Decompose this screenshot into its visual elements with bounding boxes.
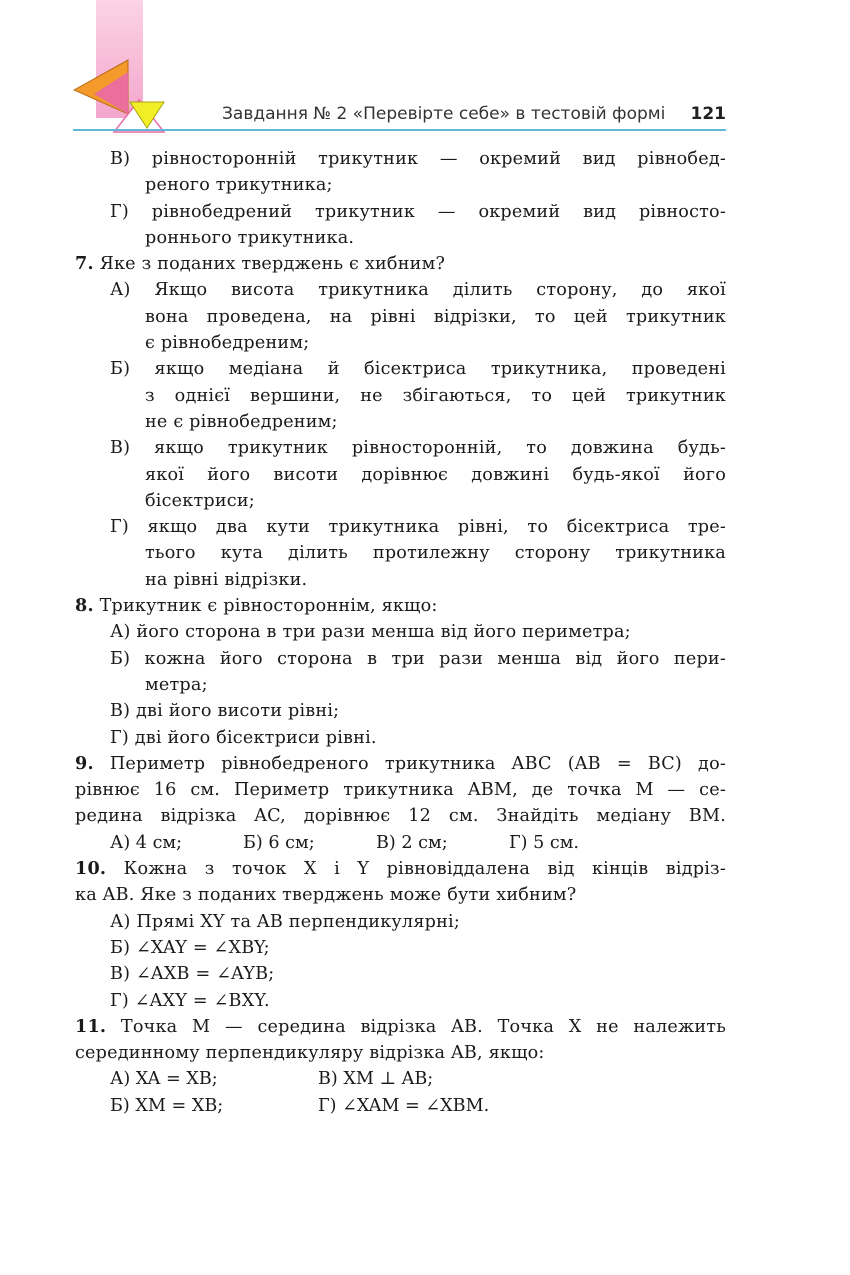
- q7-option-b-line3: не є рівнобедреним;: [145, 411, 338, 432]
- q7-option-a-line3: є рівнобедреним;: [145, 333, 310, 354]
- q7-option-v-line3: бісектриси;: [145, 490, 255, 511]
- q7-option-g-line1: Г) якщо два кути трикутника рівні, то бісектриса тре-: [110, 517, 726, 538]
- q9-option-a: А) 4 см;: [110, 832, 183, 853]
- running-header-title: Завдання № 2 «Перевірте себе» в тестовій формі: [222, 104, 666, 124]
- q11-option-v: В) XM ⊥ AB;: [318, 1069, 434, 1090]
- q11-question-line2: серединному перпендикуляру відрізка AB, якщо:: [75, 1043, 545, 1064]
- q7-option-b-line2: з однієї вершини, не збігаються, то цей трикутник: [145, 385, 726, 406]
- q6-option-g-line1: Г) рівнобедрений трикутник — окремий вид рівносто-: [110, 201, 726, 222]
- q6-option-g-line2: роннього трикутника.: [145, 227, 355, 248]
- q7-number: 7.: [75, 253, 94, 275]
- q7-option-v-line2: якої його висоти дорівнює довжині будь-якої його: [145, 464, 726, 485]
- q7-option-g-line3: на рівні відрізки.: [145, 569, 308, 590]
- q6-option-v-line1: В) рівносторонній трикутник — окремий вид рівнобед-: [110, 149, 726, 169]
- q9-option-b: Б) 6 см;: [243, 832, 315, 853]
- q8-text: Трикутник є рівностороннім, якщо:: [99, 596, 438, 617]
- page-body: [75, 146, 726, 1119]
- q11-option-g: Г) ∠XAM = ∠XBM.: [318, 1095, 490, 1116]
- q11-option-b: Б) XM = XB;: [110, 1095, 224, 1116]
- q9-option-g: Г) 5 см.: [509, 832, 580, 853]
- triangles-logo-icon: [72, 56, 168, 134]
- q9-options-row: [75, 830, 726, 856]
- q8-option-b-line1: Б) кожна його сторона в три рази менша від його пери-: [110, 648, 726, 669]
- page-number: 121: [690, 104, 726, 124]
- q11-options-row2: [75, 1093, 726, 1119]
- header-divider: [73, 129, 726, 131]
- q10-option-a: А) Прямі XY та AB перпендикулярні;: [110, 911, 460, 932]
- q10-text-line1: Кожна з точок X і Y рівновіддалена від кінців відріз-: [123, 859, 726, 880]
- q8-option-g: Г) дві його бісектриси рівні.: [110, 727, 377, 748]
- q10-number: 10.: [75, 858, 107, 880]
- q9-question-line2: рівнює 16 см. Периметр трикутника ABM, де точка M — се-: [75, 780, 726, 801]
- q10-option-g: Г) ∠AXY = ∠BXY.: [110, 990, 270, 1011]
- q7-text: Яке з поданих тверджень є хибним?: [99, 254, 446, 275]
- q8-option-v: В) дві його висоти рівні;: [110, 701, 340, 722]
- q9-question-line3: редина відрізка AC, дорівнює 12 см. Знайдіть медіану BM.: [75, 806, 726, 827]
- q7-option-b-line1: Б) якщо медіана й бісектриса трикутника, проведені: [110, 359, 726, 380]
- q10-option-b: Б) ∠XAY = ∠XBY;: [110, 937, 270, 958]
- q7-option-a-line1: А) Якщо висота трикутника ділить сторону, до якої: [110, 280, 726, 301]
- q6-option-v-line2: реного трикутника;: [145, 175, 333, 196]
- q8-question: [75, 593, 726, 619]
- q9-text-line1: Периметр рівнобедреного трикутника ABC (AB = BC) до-: [109, 753, 727, 774]
- q7-option-v-line1: В) якщо трикутник рівносторонній, то довжина будь-: [110, 438, 726, 459]
- q7-option-g-line2: тього кута ділить протилежну сторону трикутника: [145, 543, 726, 564]
- q8-option-a: А) його сторона в три рази менша від його периметра;: [110, 622, 631, 643]
- q8-number: 8.: [75, 595, 94, 617]
- q10-option-v: В) ∠AXB = ∠AYB;: [110, 964, 275, 985]
- q7-question: [75, 251, 726, 277]
- q9-number: 9.: [75, 752, 94, 774]
- q7-option-a-line2: вона проведена, на рівні відрізки, то цей трикутник: [145, 306, 726, 327]
- q9-question-line1: [75, 751, 726, 777]
- q11-text-line1: Точка M — середина відрізка AB. Точка X не належить: [120, 1016, 727, 1037]
- q9-option-v: В) 2 см;: [376, 832, 448, 853]
- q11-question-line1: [75, 1014, 726, 1040]
- q8-option-b-line2: метра;: [145, 674, 208, 695]
- q10-question-line2: ка AB. Яке з поданих тверджень може бути хибним?: [75, 885, 577, 906]
- q11-options-row1: [75, 1066, 726, 1092]
- q11-number: 11.: [75, 1015, 107, 1037]
- q10-question-line1: [75, 856, 726, 882]
- q11-option-a: А) XA = XB;: [110, 1069, 218, 1090]
